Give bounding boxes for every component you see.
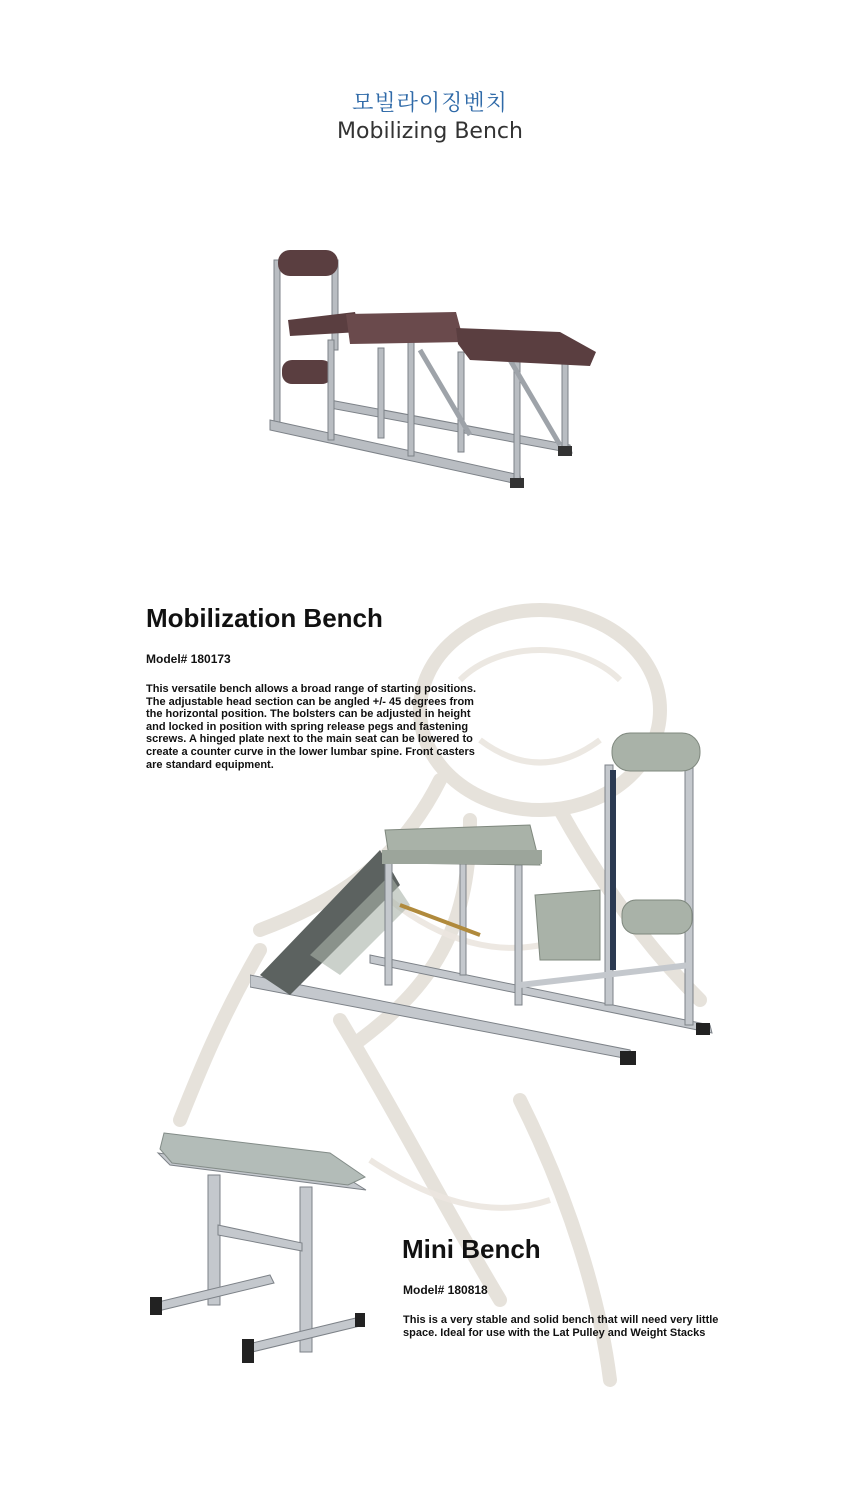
- mobilization-bench-model: Model# 180173: [146, 652, 231, 666]
- mini-bench-photo: [150, 1125, 380, 1370]
- mini-bench-model: Model# 180818: [403, 1283, 488, 1297]
- mobilizing-bench-photo: [260, 240, 610, 500]
- mobilization-bench-photo: [250, 725, 730, 1070]
- mini-bench-title: Mini Bench: [402, 1234, 541, 1264]
- english-title: Mobilizing Bench: [337, 119, 523, 144]
- korean-title: 모빌라이징벤치: [352, 91, 508, 116]
- mobilization-bench-description: This versatile bench allows a broad range of starting positions. The adjustable head section can be angled +/- 45 degrees from the horizontal position. The bolsters can be adjusted in height and locked in position with spring release pegs and fastening screws. A hinged plate next to the main seat can be lowered to create a counter curve in the lower lumbar spine. Front casters are standard equipment.: [146, 683, 477, 771]
- mini-bench-description: This is a very stable and solid bench that will need very little space. Ideal for use with the Lat Pulley and Weight Stacks: [403, 1314, 719, 1339]
- mobilization-bench-title: Mobilization Bench: [146, 603, 383, 633]
